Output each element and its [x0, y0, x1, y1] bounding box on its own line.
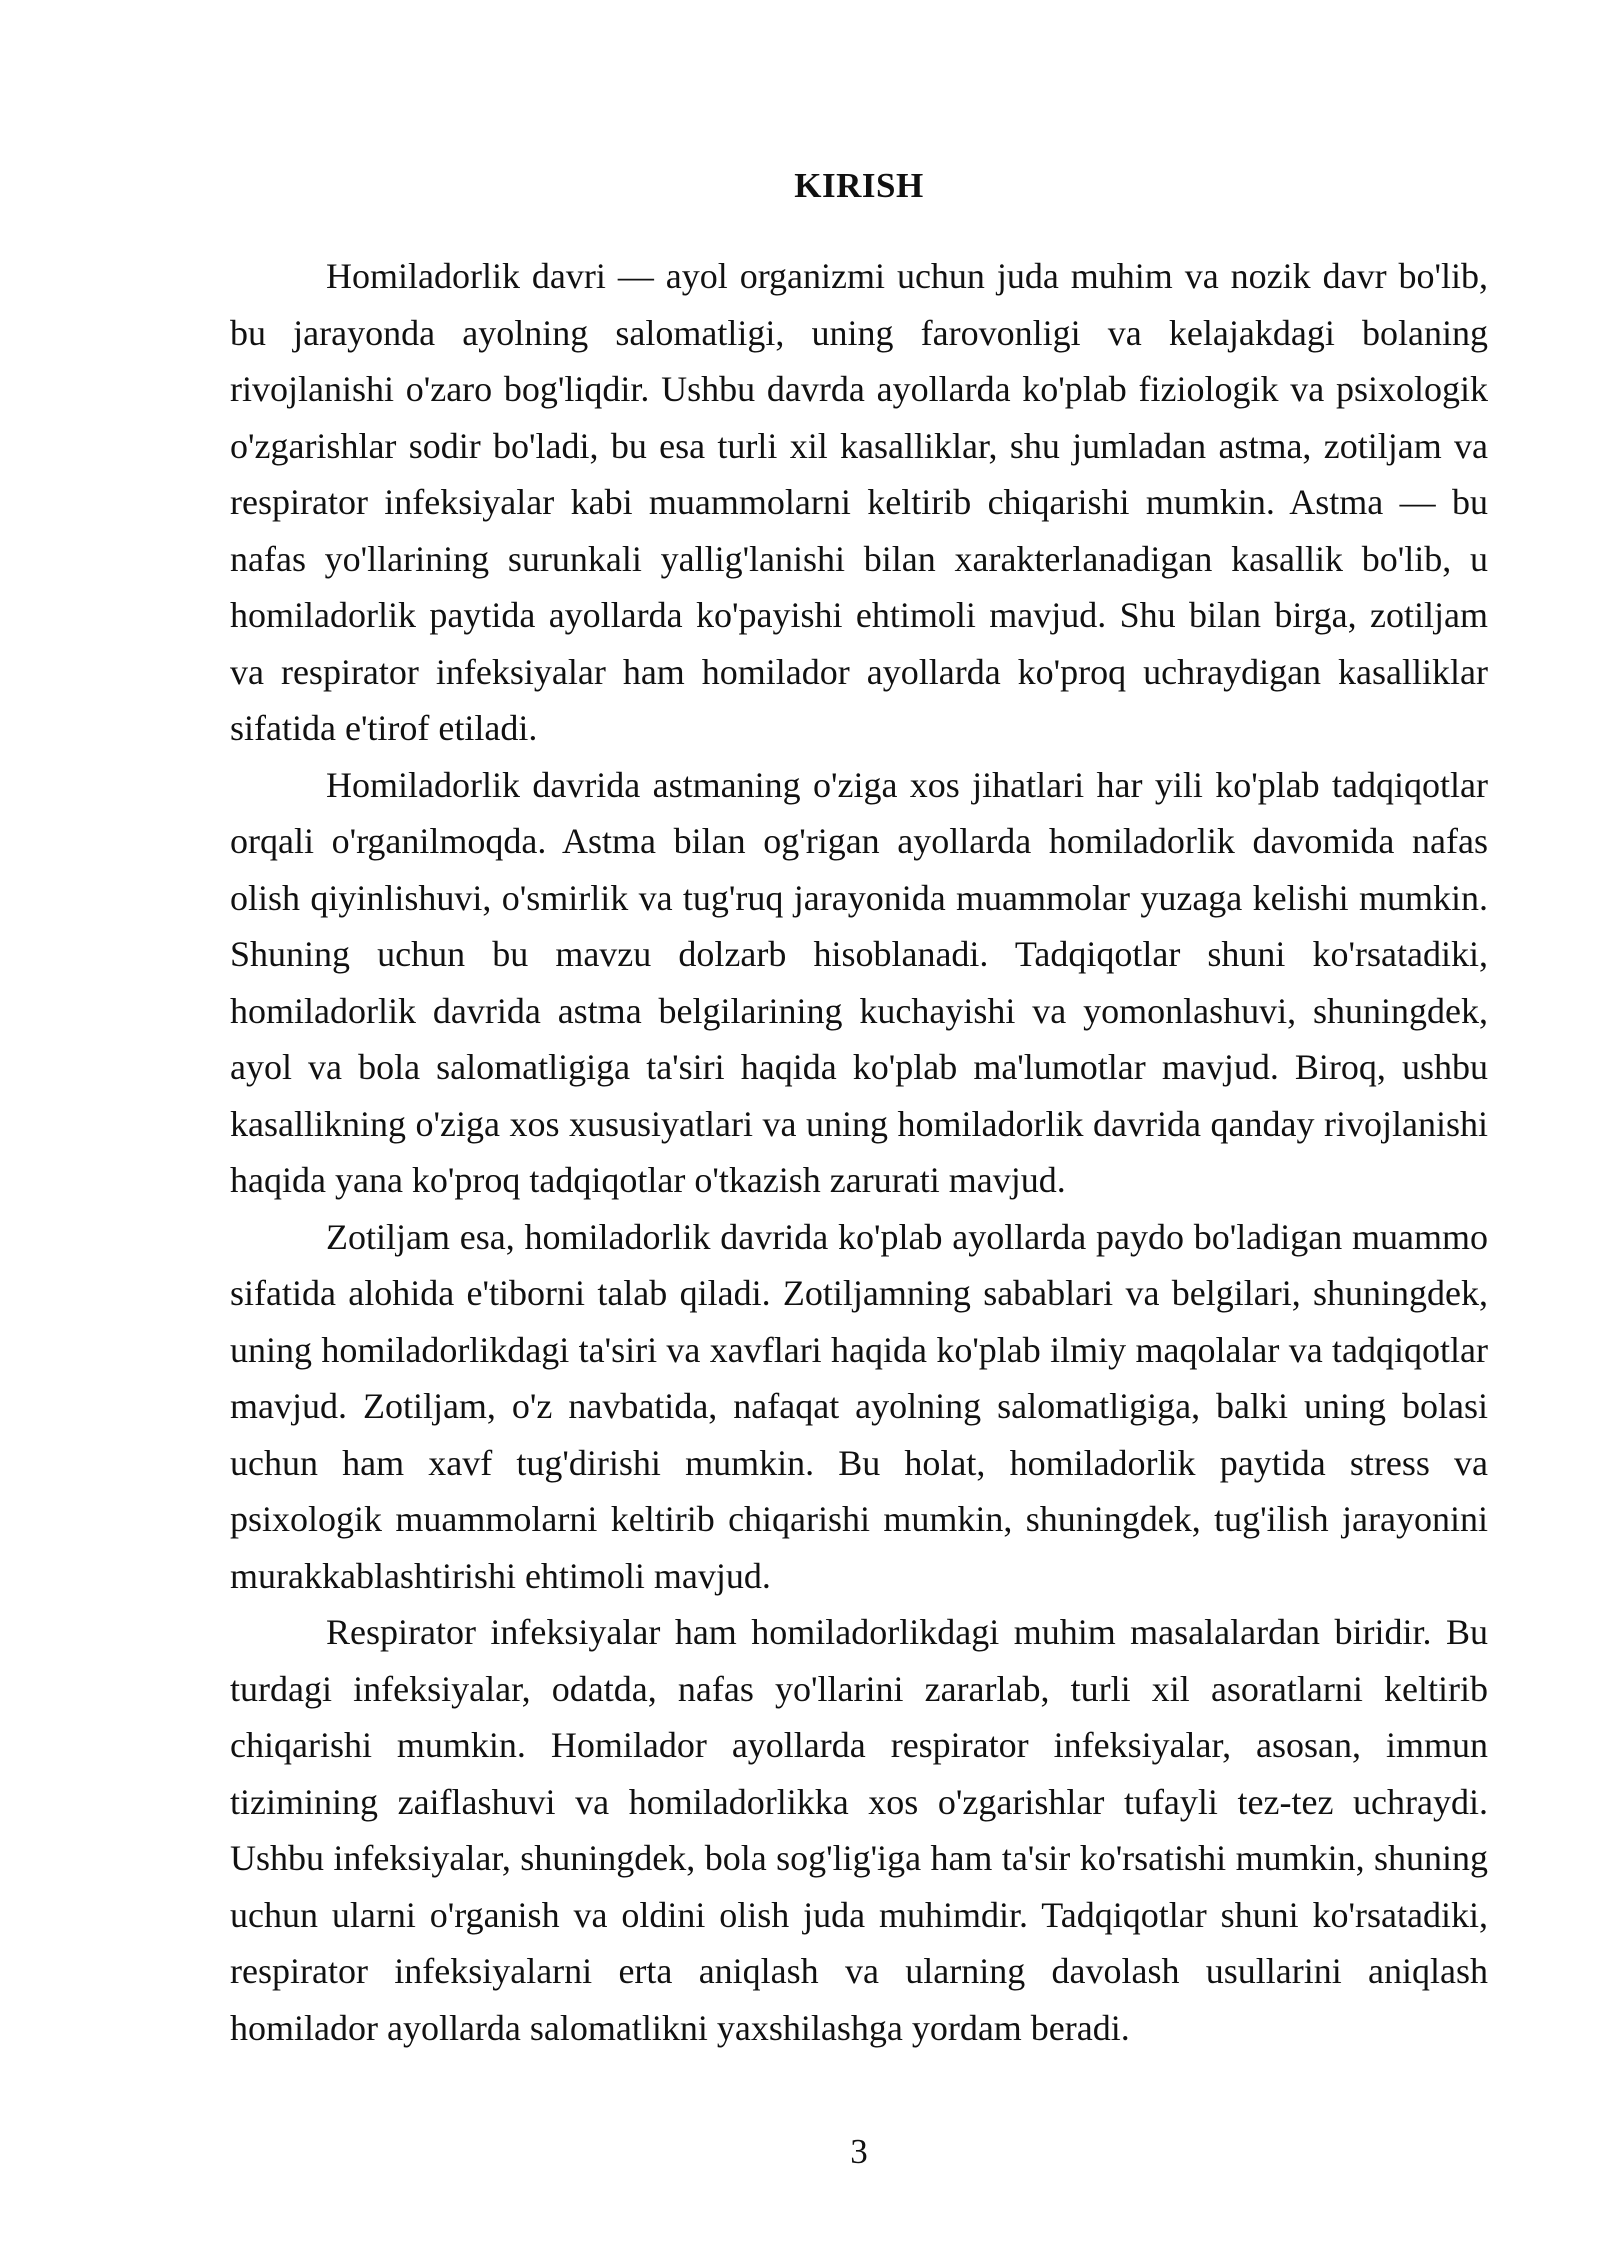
page-number: 3	[850, 2132, 868, 2171]
body-text	[230, 248, 1488, 2056]
paragraph: Respirator infeksiyalar ham homiladorlikdagi muhim masalalardan biridir. Bu turdagi infeksiyalar, odatda, nafas yo'llarini zararlab, turli xil asoratlarni keltirib chiqarishi mumkin. Homilador ayollarda respirator infeksiyalar, asosan, immun tizimining zaiflashuvi va homiladorlikka xos o'zgarishlar tufayli tez-tez uchraydi. Ushbu infeksiyalar, shuningdek, bola sog'lig'iga ham ta'sir ko'rsatishi mumkin, shuning uchun ularni o'rganish va oldini olish juda muhimdir. Tadqiqotlar shuni ko'rsatadiki, respirator infeksiyalarni erta aniqlash va ularning davolash usullarini aniqlash homilador ayollarda salomatlikni yaxshilashga yordam beradi.	[230, 1612, 1488, 2048]
section-heading: KIRISH	[794, 166, 924, 205]
paragraph: Homiladorlik davrida astmaning o'ziga xos jihatlari har yili ko'plab tadqiqotlar orqali o'rganilmoqda. Astma bilan og'rigan ayollarda homiladorlik davomida nafas olish qiyinlishuvi, o'smirlik va tug'ruq jarayonida muammolar yuzaga kelishi mumkin. Shuning uchun bu mavzu dolzarb hisoblanadi. Tadqiqotlar shuni ko'rsatadiki, homiladorlik davrida astma belgilarining kuchayishi va yomonlashuvi, shuningdek, ayol va bola salomatligiga ta'siri haqida ko'plab ma'lumotlar mavjud. Biroq, ushbu kasallikning o'ziga xos xususiyatlari va uning homiladorlik davrida qanday rivojlanishi haqida yana ko'proq tadqiqotlar o'tkazish zarurati mavjud.	[230, 764, 1488, 1200]
paragraph: Zotiljam esa, homiladorlik davrida ko'plab ayollarda paydo bo'ladigan muammo sifatida alohida e'tiborni talab qiladi. Zotiljamning sabablari va belgilari, shuningdek, uning homiladorlikdagi ta'siri va xavflari haqida ko'plab ilmiy maqolalar va tadqiqotlar mavjud. Zotiljam, o'z navbatida, nafaqat ayolning salomatligiga, balki uning bolasi uchun ham xavf tug'dirishi mumkin. Bu holat, homiladorlik paytida stress va psixologik muammolarni keltirib chiqarishi mumkin, shuningdek, tug'ilish jarayonini murakkablashtirishi ehtimoli mavjud.	[230, 1216, 1488, 1596]
paragraph: Homiladorlik davri — ayol organizmi uchun juda muhim va nozik davr bo'lib, bu jarayonda ayolning salomatligi, uning farovonligi va kelajakdagi bolaning rivojlanishi o'zaro bog'liqdir. Ushbu davrda ayollarda ko'plab fiziologik va psixologik o'zgarishlar sodir bo'ladi, bu esa turli xil kasalliklar, shu jumladan astma, zotiljam va respirator infeksiyalar kabi muammolarni keltirib chiqarishi mumkin. Astma — bu nafas yo'llarining surunkali yallig'lanishi bilan xarakterlanadigan kasallik bo'lib, u homiladorlik paytida ayollarda ko'payishi ehtimoli mavjud. Shu bilan birga, zotiljam va respirator infeksiyalar ham homilador ayollarda ko'proq uchraydigan kasalliklar sifatida e'tirof etiladi.	[230, 256, 1488, 748]
